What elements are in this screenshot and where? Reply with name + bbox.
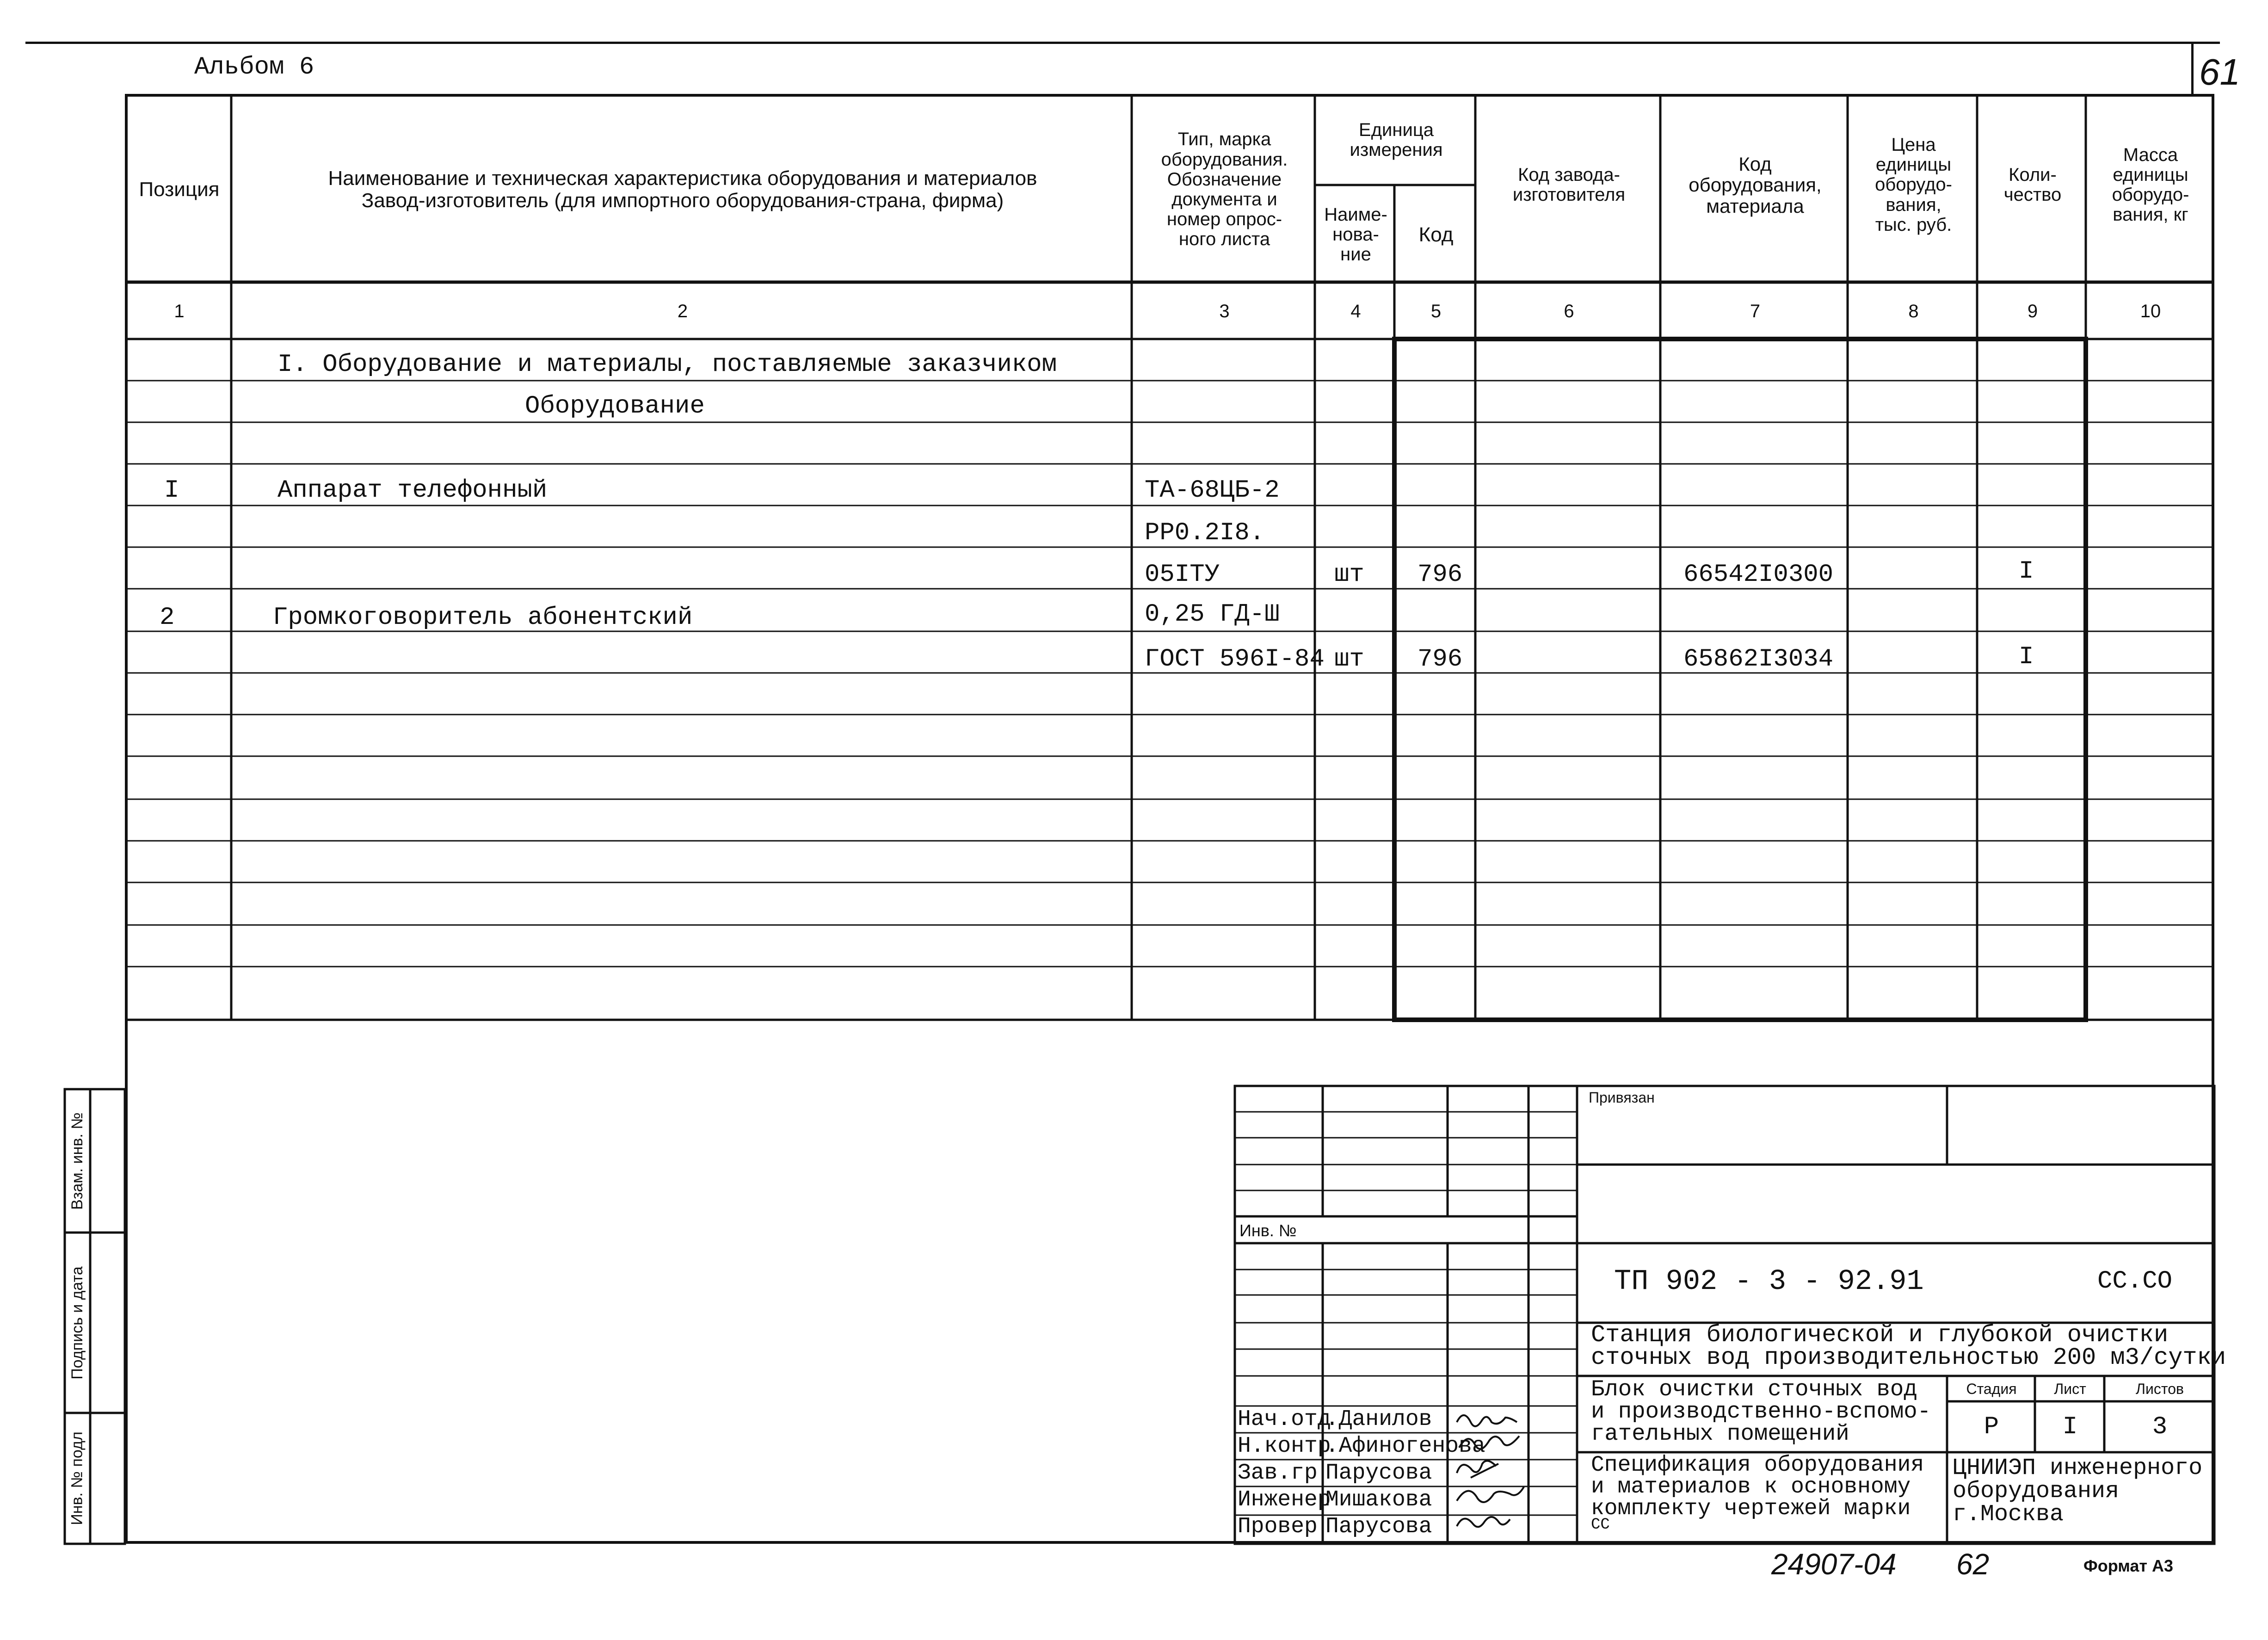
header-type-l4: документа и <box>1171 189 1277 210</box>
header-price-l2: единицы <box>1875 154 1952 175</box>
project-line2: сточных вод производительностью 200 м3/сутки <box>1591 1344 2226 1372</box>
doc-line1: Спецификация оборудования <box>1591 1453 1924 1478</box>
header-qty-l2: чество <box>2003 185 2062 205</box>
header-unit-name-l2: нова- <box>1332 224 1379 245</box>
document-code: ТП 902 - 3 - 92.91 <box>1614 1265 1924 1298</box>
signer4-name: Мишакова <box>1325 1487 1432 1512</box>
header-price-l4: вания, <box>1886 194 1941 215</box>
object-line1: Блок очистки сточных вод <box>1591 1376 1917 1402</box>
sheets-value: 3 <box>2152 1412 2168 1441</box>
doc-line3: комплекту чертежей марки <box>1591 1496 1911 1522</box>
header-unit-l1: Единица <box>1359 119 1434 140</box>
header-eqcode-l1: Код <box>1738 153 1772 175</box>
row1-name: Аппарат телефонный <box>277 476 548 505</box>
colnum-3: 3 <box>1219 301 1230 322</box>
row2-type: РР0.2I8. <box>1145 519 1265 547</box>
header-mass-l3: оборудо- <box>2112 185 2189 205</box>
row5-equipment-code: 65862I3034 <box>1683 645 1834 673</box>
header-unit-code: Код <box>1418 223 1454 246</box>
row1-type: ТА-68ЦБ-2 <box>1145 476 1280 505</box>
row5-quantity: I <box>2019 643 2034 671</box>
organization <box>1953 1457 2202 1526</box>
page-number-top: 61 <box>2199 51 2240 92</box>
project-title <box>1591 1321 2226 1372</box>
row3-equipment-code: 66542I0300 <box>1683 561 1834 589</box>
inv-no-label: Инв. № <box>1239 1221 1297 1240</box>
row5-code: 796 <box>1418 645 1463 673</box>
header-price-l1: Цена <box>1891 135 1936 155</box>
project-line1: Станция биологической и глубокой очистки <box>1591 1321 2169 1349</box>
object-title <box>1591 1378 1931 1445</box>
header-type-l3: Обозначение <box>1167 169 1282 190</box>
signer5-name: Парусова <box>1325 1514 1432 1539</box>
header-type-l2: оборудования. <box>1161 149 1288 170</box>
object-line2: и производственно-вспомо- <box>1591 1399 1931 1425</box>
doc-line2: и материалов к основному <box>1591 1474 1911 1500</box>
colnum-9: 9 <box>2027 301 2038 322</box>
page-number-bottom: 62 <box>1956 1548 1990 1581</box>
header-eqcode-l3: материала <box>1706 195 1804 217</box>
header-mass-l2: единицы <box>2113 164 2188 185</box>
sheet-value: I <box>2062 1412 2078 1441</box>
signer3-name: Парусова <box>1325 1461 1432 1486</box>
colnum-6: 6 <box>1564 301 1574 322</box>
header-type-l5: номер опрос- <box>1166 209 1282 230</box>
subsection-title: Оборудование <box>525 392 705 420</box>
row3-unit: шт <box>1334 561 1364 589</box>
header-unit-l2: измерения <box>1350 140 1443 160</box>
colnum-5: 5 <box>1430 301 1442 322</box>
doc-line4: СС <box>1591 1516 1610 1534</box>
row3-code: 796 <box>1418 561 1463 589</box>
signer5-role: Провер <box>1238 1514 1318 1539</box>
header-qty-l1: Коли- <box>2009 164 2057 185</box>
row3-quantity: I <box>2019 557 2034 586</box>
row5-unit: шт <box>1334 645 1364 673</box>
row4-position: 2 <box>160 604 175 632</box>
header-factory-l2: изготовителя <box>1512 185 1626 205</box>
header-type-l6: ного листа <box>1178 229 1270 250</box>
album-label: Альбом 6 <box>194 53 314 81</box>
signer2-name: .Афиногенова <box>1325 1434 1485 1459</box>
signer1-role: Нач.отд <box>1238 1407 1331 1432</box>
row4-name: Громкоговоритель абонентский <box>273 604 693 632</box>
header-factory-l1: Код завода- <box>1518 164 1620 185</box>
row1-position: I <box>164 476 179 505</box>
colnum-7: 7 <box>1750 301 1761 322</box>
signer4-role: Инженер <box>1238 1487 1331 1512</box>
stage-value: Р <box>1984 1412 1999 1441</box>
header-eqcode-l2: оборудования, <box>1689 174 1822 196</box>
signer1-name: .Данилов <box>1325 1407 1432 1432</box>
colnum-1: 1 <box>174 301 185 322</box>
header-name-line2: Завод-изготовитель (для импортного оборудования-страна, фирма) <box>361 189 1004 212</box>
colnum-4: 4 <box>1350 301 1361 322</box>
header-price-l3: оборудо- <box>1875 174 1952 195</box>
stage-label: Стадия <box>1966 1381 2017 1398</box>
org-line1: ЦНИИЭП инженерного <box>1953 1455 2203 1481</box>
document-title <box>1591 1453 1924 1534</box>
inventory-number: 24907-04 <box>1771 1548 1897 1581</box>
paper-format: Формат А3 <box>2083 1556 2174 1575</box>
header-price-l5: тыс. руб. <box>1875 214 1952 235</box>
colnum-8: 8 <box>1908 301 1919 322</box>
row3-type: 05IТУ <box>1145 561 1220 589</box>
row5-type: ГОСТ 596I-84 <box>1145 645 1325 673</box>
handwritten-signatures <box>1452 1404 1549 1542</box>
signer2-role: Н.контр <box>1238 1434 1331 1459</box>
colnum-10: 10 <box>2140 301 2161 322</box>
object-line3: гательных помещений <box>1591 1421 1849 1447</box>
document-mark: СС.СО <box>2097 1267 2173 1295</box>
sheets-label: Листов <box>2136 1381 2184 1398</box>
header-name-line1: Наименование и техническая характеристика оборудования и материалов <box>328 167 1037 190</box>
row4-type: 0,25 ГД-Ш <box>1145 600 1280 629</box>
header-mass-l1: Масса <box>2123 144 2178 165</box>
signer-roles <box>1238 1406 1331 1540</box>
stamp-signature-date-label: Подпись и дата <box>68 1266 86 1380</box>
org-line2: оборудования <box>1953 1478 2120 1504</box>
header-mass-l4: вания, кг <box>2113 204 2188 225</box>
signer3-role: Зав.гр <box>1238 1461 1318 1486</box>
stamp-replaced-inv-label: Взам. инв. № <box>68 1112 86 1210</box>
header-type-l1: Тип, марка <box>1177 129 1271 150</box>
colnum-2: 2 <box>677 301 688 322</box>
stamp-original-inv-label: Инв. № подл <box>68 1431 86 1525</box>
header-unit-name-l3: ние <box>1340 244 1371 265</box>
org-line3: г.Москва <box>1953 1501 2064 1528</box>
header-position: Позиция <box>139 178 220 201</box>
privyazan-label: Привязан <box>1589 1089 1655 1106</box>
header-unit-name-l1: Наиме- <box>1324 204 1387 225</box>
sheet-label: Лист <box>2054 1381 2086 1398</box>
section-title: I. Оборудование и материалы, поставляемые заказчиком <box>277 351 1057 379</box>
